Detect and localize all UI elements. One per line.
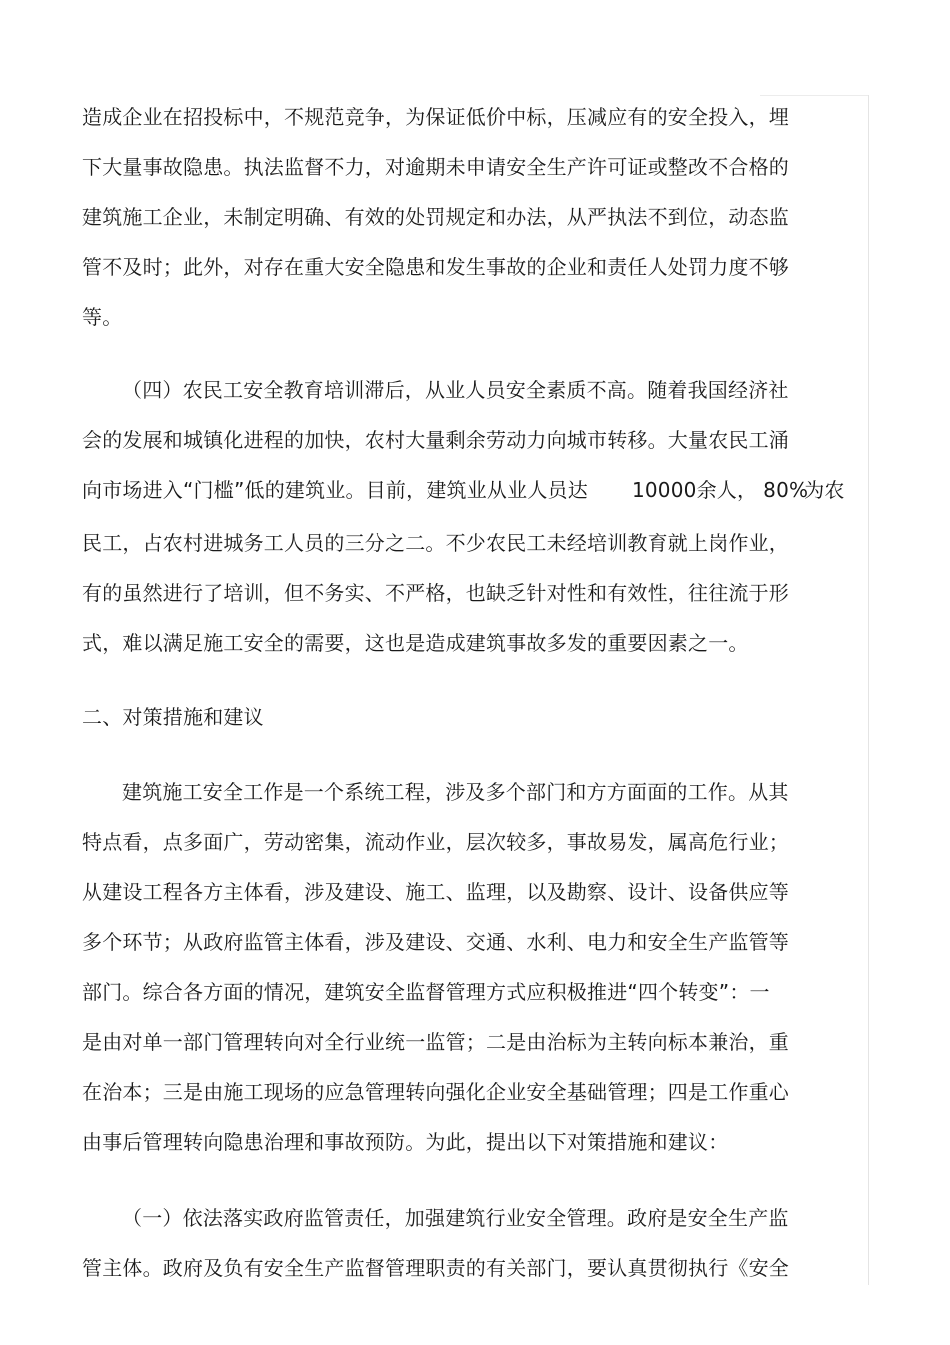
page-border — [868, 95, 869, 1285]
section-heading: 二、对策措施和建议 — [82, 705, 264, 729]
text-line: 在治本；三是由施工现场的应急管理转向强化企业安全基础管理；四是工作重心 — [82, 1080, 789, 1104]
text-line: 会的发展和城镇化进程的加快，农村大量剩余劳动力向城市转移。大量农民工涌 — [82, 428, 789, 452]
text-line: 民工，占农村进城务工人员的三分之二。不少农民工未经培训教育就上岗作业， — [82, 531, 789, 555]
text-line: 式，难以满足施工安全的需要，这也是造成建筑事故多发的重要因素之一。 — [82, 631, 749, 655]
text-line: 部门。综合各方面的情况，建筑安全监督管理方式应积极推进“四个转变”：一 — [82, 980, 770, 1004]
text-line: 特点看，点多面广，劳动密集，流动作业，层次较多，事故易发，属高危行业； — [82, 830, 789, 854]
text-line: 管不及时；此外，对存在重大安全隐患和发生事故的企业和责任人处罚力度不够 — [82, 255, 789, 279]
text-segment: 余人， — [696, 478, 758, 502]
page-border-top — [760, 95, 868, 96]
number-80-percent: 80% — [763, 478, 809, 502]
text-line: 管主体。政府及负有安全生产监督管理职责的有关部门，要认真贯彻执行《安全 — [82, 1256, 789, 1280]
number-10000: 10000 — [631, 478, 697, 502]
text-segment: 向市场进入“门槛”低的建筑业。目前，建筑业从业人员达 — [82, 478, 588, 502]
text-line: （四）农民工安全教育培训滞后，从业人员安全素质不高。随着我国经济社 — [122, 378, 789, 402]
text-line: 建筑施工企业，未制定明确、有效的处罚规定和办法，从严执法不到位，动态监 — [82, 205, 789, 229]
text-segment: 为农 — [804, 478, 845, 502]
text-line: 是由对单一部门管理转向对全行业统一监管；二是由治标为主转向标本兼治，重 — [82, 1030, 789, 1054]
text-line: 下大量事故隐患。执法监督不力，对逾期未申请安全生产许可证或整改不合格的 — [82, 155, 789, 179]
text-line: 建筑施工安全工作是一个系统工程，涉及多个部门和方方面面的工作。从其 — [122, 780, 789, 804]
text-line: 有的虽然进行了培训，但不务实、不严格，也缺乏针对性和有效性，往往流于形 — [82, 581, 789, 605]
text-line-with-figures — [82, 478, 845, 502]
text-line: 造成企业在招投标中，不规范竞争，为保证低价中标，压减应有的安全投入，埋 — [82, 105, 789, 129]
text-line: 等。 — [82, 305, 123, 329]
text-line: 由事后管理转向隐患治理和事故预防。为此，提出以下对策措施和建议： — [82, 1130, 729, 1154]
text-line: 从建设工程各方主体看，涉及建设、施工、监理，以及勘察、设计、设备供应等 — [82, 880, 789, 904]
text-line: 多个环节；从政府监管主体看，涉及建设、交通、水利、电力和安全生产监管等 — [82, 930, 789, 954]
text-line: （一）依法落实政府监管责任，加强建筑行业安全管理。政府是安全生产监 — [122, 1206, 789, 1230]
